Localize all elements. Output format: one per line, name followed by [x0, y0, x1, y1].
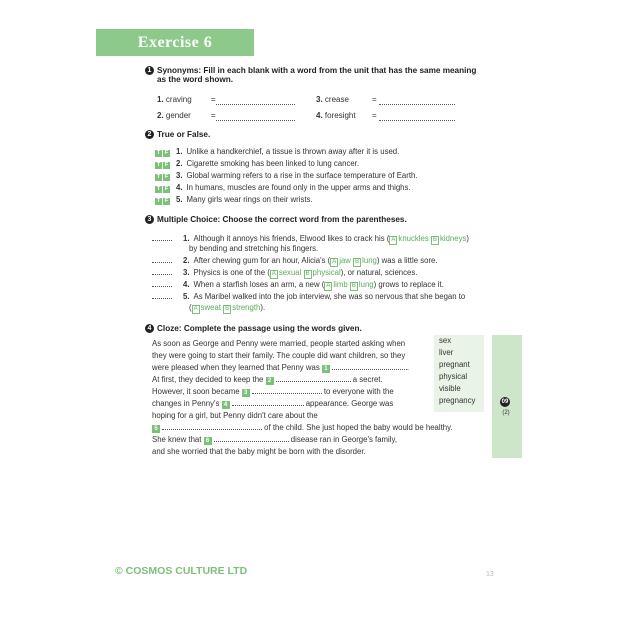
cloze-line: [152, 423, 453, 433]
item-number: 1.: [183, 234, 190, 243]
cloze-line: As soon as George and Penny were married, people started asking when: [152, 339, 406, 348]
section2-title: [145, 130, 210, 139]
cloze-blank-2[interactable]: [276, 381, 351, 382]
item-number: 5.: [176, 195, 183, 204]
question-text-cont: by bending and stretching his fingers.: [189, 244, 319, 253]
multiple-choice-row: [152, 268, 417, 279]
gap-number: 5: [152, 425, 160, 433]
cloze-line: hoping for a girl, but Penny didn't care about the: [152, 411, 318, 420]
gap-number: 4: [222, 401, 230, 409]
item-number: 4.: [176, 183, 183, 192]
item-number: 2.: [176, 159, 183, 168]
cloze-blank-3[interactable]: [252, 393, 322, 394]
true-false-row: [155, 195, 313, 205]
section1-title-line1: Synonyms: Fill in each blank with a word from the unit that has the same meaning: [157, 66, 477, 75]
section2-number: 2: [145, 130, 154, 139]
word-bank-item: pregnant: [439, 360, 470, 369]
item-number: 2.: [183, 256, 190, 265]
cd-track-icon[interactable]: 09: [501, 399, 509, 405]
cloze-text: .: [406, 363, 410, 372]
option-a-label: A: [332, 259, 337, 265]
synonym-word: foresight: [324, 111, 356, 120]
section4-number: 4: [145, 324, 154, 333]
true-checkbox[interactable]: T: [156, 186, 161, 192]
option-b-label: B: [355, 259, 360, 265]
cloze-line: [152, 363, 409, 373]
answer-blank[interactable]: [152, 286, 172, 287]
true-false-row: [155, 147, 399, 157]
question-text: ): [466, 234, 469, 243]
item-number: 5.: [183, 292, 190, 301]
synonym-blank-1[interactable]: [216, 96, 295, 105]
synonym-item: [157, 95, 216, 104]
option-b-label: B: [305, 271, 310, 277]
exercise-title: Exercise 6: [96, 29, 254, 56]
option-b[interactable]: lung: [358, 280, 374, 289]
cloze-text: were pleased when they learned that Penny was: [152, 363, 320, 372]
cd-track-label: (2): [502, 410, 510, 416]
section3-number: 3: [145, 215, 154, 224]
option-b[interactable]: strength: [232, 303, 261, 312]
equals-sign: =: [372, 95, 377, 104]
cloze-text: changes in Penny's: [152, 399, 220, 408]
true-checkbox[interactable]: T: [156, 162, 161, 168]
option-a[interactable]: sweat: [200, 303, 221, 312]
statement-text: Cigarette smoking has been linked to lung cancer.: [186, 159, 360, 168]
cloze-blank-1[interactable]: [332, 369, 407, 370]
equals-sign: =: [211, 111, 216, 120]
page-number: 13: [486, 571, 494, 578]
section1-number: 1: [145, 66, 154, 75]
question-text: Although it annoys his friends, Elwood likes to crack his (: [193, 234, 390, 243]
item-number: 1.: [157, 95, 164, 104]
equals-sign: =: [211, 95, 216, 104]
option-b-label: B: [351, 283, 356, 289]
cloze-blank-5[interactable]: [162, 429, 262, 430]
cloze-text: At first, they decided to keep the: [152, 375, 264, 384]
section1-title: [145, 66, 476, 84]
true-false-row: [155, 159, 359, 169]
multiple-choice-row: [152, 256, 438, 267]
option-a[interactable]: knuckles: [398, 234, 429, 243]
statement-text: Global warming refers to a rise in the surface temperature of Earth.: [186, 171, 418, 180]
section3-title-text: Multiple Choice: Choose the correct word from the parentheses.: [157, 215, 407, 224]
cloze-line: [152, 399, 393, 409]
option-b[interactable]: physical: [312, 268, 341, 277]
word-bank: [434, 335, 484, 412]
item-number: 4.: [183, 280, 190, 289]
gap-number: 2: [266, 377, 274, 385]
multiple-choice-row: [152, 292, 465, 301]
question-text: ) grows to replace it.: [373, 280, 444, 289]
cloze-text: a secret.: [352, 375, 383, 384]
word-bank-item: pregnancy: [439, 396, 476, 405]
synonym-blank-2[interactable]: [216, 112, 295, 121]
synonym-item: [316, 111, 377, 120]
synonym-blank-3[interactable]: [379, 96, 455, 105]
answer-blank[interactable]: [152, 240, 172, 241]
option-b[interactable]: lung: [362, 256, 377, 265]
statement-text: Unlike a handkerchief, a tissue is thrown away after it is used.: [186, 147, 400, 156]
cloze-line: and she worried that the baby might be born with the disorder.: [152, 447, 366, 456]
item-number: 3.: [176, 171, 183, 180]
synonym-blank-4[interactable]: [379, 112, 455, 121]
true-false-row: [155, 171, 418, 181]
question-text: After chewing gum for an hour, Alicia's (: [193, 256, 331, 265]
item-number: 4.: [316, 111, 323, 120]
word-bank-item: visible: [439, 384, 461, 393]
true-false-row: [155, 183, 411, 193]
true-checkbox[interactable]: T: [156, 174, 161, 180]
question-text: ).: [260, 303, 266, 312]
cloze-text: to everyone with the: [323, 387, 394, 396]
synonym-word: gender: [165, 111, 191, 120]
option-a-label: A: [271, 271, 276, 277]
statement-text: In humans, muscles are found only in the upper arms and thighs.: [186, 183, 411, 192]
option-a-label: A: [193, 306, 198, 312]
gap-number: 3: [242, 389, 250, 397]
question-text: As Maribel walked into the job interview, she was so nervous that she began to: [193, 292, 466, 301]
item-number: 2.: [157, 111, 164, 120]
synonym-word: craving: [165, 95, 192, 104]
option-b[interactable]: kidneys: [439, 234, 467, 243]
statement-text: Many girls wear rings on their wrists.: [186, 195, 313, 204]
question-text: ), or natural, sciences.: [340, 268, 418, 277]
answer-blank[interactable]: [152, 262, 172, 263]
section4-title: [145, 324, 362, 333]
item-number: 3.: [183, 268, 190, 277]
cloze-text: disease ran in George's family,: [290, 435, 397, 444]
true-checkbox[interactable]: T: [156, 198, 161, 204]
cloze-line: they were going to start their family. The couple did want children, so they: [152, 351, 406, 360]
question-text: When a starfish loses an arm, a new (: [193, 280, 325, 289]
answer-blank[interactable]: [152, 298, 172, 299]
question-text: ) was a little sore.: [376, 256, 438, 265]
option-a[interactable]: sexual: [278, 268, 302, 277]
option-a-label: A: [391, 237, 396, 243]
word-bank-item: physical: [439, 372, 468, 381]
cloze-line: [152, 435, 397, 445]
option-b-label: B: [225, 306, 230, 312]
section4-title-text: Cloze: Complete the passage using the words given.: [157, 324, 362, 333]
copyright-footer: © COSMOS CULTURE LTD: [115, 565, 248, 577]
false-checkbox[interactable]: F: [164, 174, 169, 180]
false-checkbox[interactable]: F: [164, 198, 169, 204]
synonym-word: crease: [324, 95, 349, 104]
cloze-text: She knew that: [152, 435, 202, 444]
synonym-item: [316, 95, 377, 104]
section1-title-line2: as the word shown.: [157, 75, 233, 84]
cloze-text: appearance. George was: [305, 399, 394, 408]
option-b-label: B: [432, 237, 437, 243]
option-a-label: A: [326, 283, 331, 289]
word-bank-item: liver: [439, 348, 454, 357]
word-bank-item: sex: [439, 336, 452, 345]
multiple-choice-row: [152, 280, 444, 291]
item-number: 1.: [176, 147, 183, 156]
cloze-text: However, it soon became: [152, 387, 240, 396]
gap-number: 6: [204, 437, 212, 445]
item-number: 3.: [316, 95, 323, 104]
section3-title: [145, 215, 407, 224]
question-text: Physics is one of the (: [193, 268, 270, 277]
question-text: (: [189, 303, 192, 312]
false-checkbox[interactable]: F: [164, 186, 169, 192]
cloze-text: of the child. She just hoped the baby would be healthy.: [264, 423, 453, 432]
equals-sign: =: [372, 111, 377, 120]
question-text-cont: [189, 303, 265, 314]
answer-blank[interactable]: [152, 274, 172, 275]
false-checkbox[interactable]: F: [164, 150, 169, 156]
true-checkbox[interactable]: T: [156, 150, 161, 156]
synonym-item: [157, 111, 216, 120]
gap-number: 1: [322, 365, 330, 373]
section2-title-text: True or False.: [157, 130, 211, 139]
option-a[interactable]: jaw: [339, 256, 351, 265]
cloze-line: [152, 387, 394, 397]
cloze-blank-4[interactable]: [232, 405, 304, 406]
false-checkbox[interactable]: F: [164, 162, 169, 168]
option-a[interactable]: limb: [333, 280, 348, 289]
cloze-line: [152, 375, 383, 385]
cloze-blank-6[interactable]: [214, 441, 289, 442]
